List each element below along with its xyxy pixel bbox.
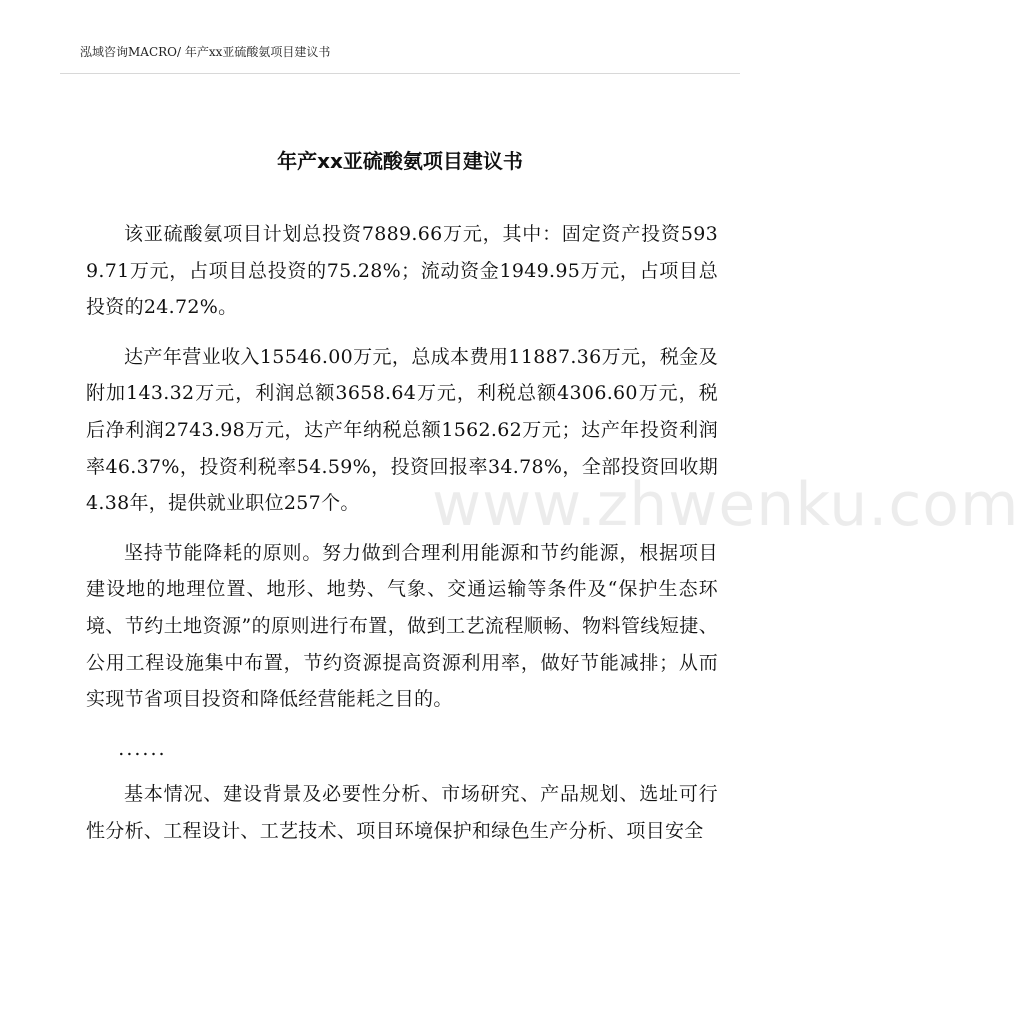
paragraph-investment: 该亚硫酸氨项目计划总投资7889.66万元，其中：固定资产投资5939.71万元，占项目总投资的75.28%；流动资金1949.95万元，占项目总投资的24.72%。 (86, 223, 718, 319)
header-divider (60, 73, 740, 74)
document-body (86, 216, 718, 863)
paragraph-financials: 达产年营业收入15546.00万元，总成本费用11887.36万元，税金及附加143.32万元，利润总额3658.64万元，利税总额4306.60万元，税后净利润2743.98万元，达产年纳税总额1562.62万元；达产年投资利润率46.37%，投资利税率54.59%，投资回报率34.78%，全部投资回收期4.38年，提供就业职位257个。 (86, 345, 718, 515)
document-header: 泓域咨询MACRO/ 年产xx亚硫酸氨项目建议书 (80, 45, 331, 59)
watermark: www.zhwenku.com (432, 470, 1019, 540)
page-title: 年产xx亚硫酸氨项目建议书 (277, 149, 523, 173)
paragraph-contents: 基本情况、建设背景及必要性分析、市场研究、产品规划、选址可行性分析、工程设计、工艺技术、项目环境保护和绿色生产分析、项目安全 (86, 783, 718, 842)
paragraph-energy-saving: 坚持节能降耗的原则。努力做到合理利用能源和节约能源，根据项目建设地的地理位置、地形、地势、气象、交通运输等条件及“保护生态环境、节约土地资源”的原则进行布置，做到工艺流程顺畅、物料管线短捷、公用工程设施集中布置，节约资源提高资源利用率，做好节能减排；从而实现节省项目投资和降低经营能耗之目的。 (86, 541, 718, 711)
ellipsis: ...... (118, 737, 167, 760)
